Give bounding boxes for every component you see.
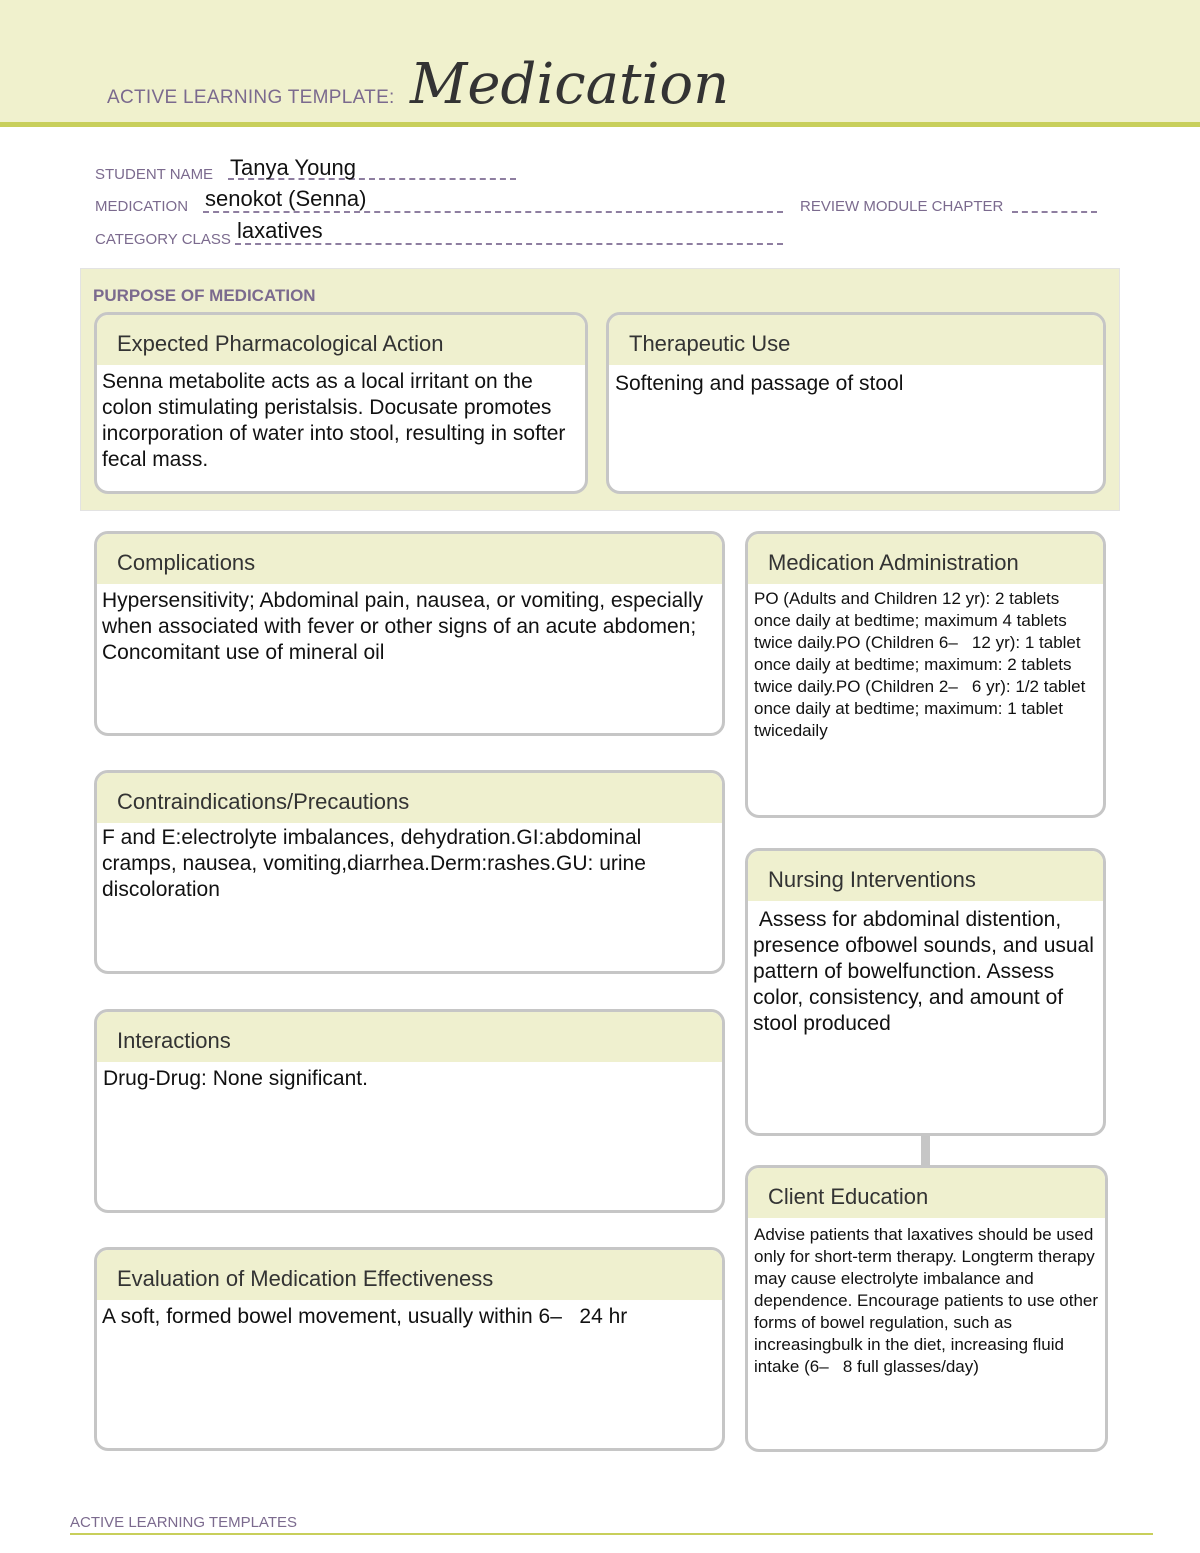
box-body[interactable]: F and E:electrolyte imbalances, dehydration.GI:abdominal cramps, nausea, vomiting,diarrhea.Derm:rashes.GU: urine discoloration: [102, 826, 652, 901]
box-body[interactable]: Advise patients that laxatives should be used only for short-term therapy. Longterm therapy may cause electrolyte imbalance and dependence. Encourage patients to use other forms of bowel regulation, such as increasingbulk in the diet, increasing fluid intake (6– 8 full glasses/day): [754, 1225, 1103, 1376]
box-body[interactable]: PO (Adults and Children 12 yr): 2 tablets once daily at bedtime; maximum 4 tablets twice daily.PO (Children 6– 12 yr): 1 tablet once daily at bedtime; maximum: 2 tablets twice daily.PO (Children 2– 6 yr): 1/2 tablet once daily at bedtime; maximum: 1 tablet twicedaily: [754, 589, 1091, 740]
client-education-box: [745, 1165, 1108, 1452]
box-body[interactable]: Hypersensitivity; Abdominal pain, nausea, or vomiting, especially when associated with fever or other signs of an acute abdomen; Concomitant use of mineral oil: [102, 589, 709, 664]
complications-box: [94, 531, 725, 736]
box-title: Interactions: [97, 1012, 722, 1062]
box-body[interactable]: Assess for abdominal distention, presence ofbowel sounds, and usual pattern of bowelfunction. Assess color, consistency, and amount of stool produced: [753, 908, 1100, 1035]
therapeutic-use-box: [606, 312, 1106, 494]
review-module-label: REVIEW MODULE CHAPTER: [800, 198, 1004, 215]
page-title: Medication: [410, 52, 730, 117]
contraindications-box: [94, 770, 725, 974]
box-title: Contraindications/Precautions: [97, 773, 722, 823]
box-body[interactable]: Senna metabolite acts as a local irritant on the colon stimulating peristalsis. Docusate promotes incorporation of water into stool, resulting in softer fecal mass.: [102, 370, 572, 471]
box-title: Therapeutic Use: [609, 315, 1103, 365]
box-title: Client Education: [748, 1168, 1105, 1218]
category-class-field[interactable]: laxatives: [237, 218, 323, 243]
header-rule: [0, 122, 1200, 127]
expected-action-box: [94, 312, 588, 494]
nursing-interventions-box: [745, 848, 1106, 1136]
interactions-box: [94, 1009, 725, 1213]
box-title: Complications: [97, 534, 722, 584]
box-title: Nursing Interventions: [748, 851, 1103, 901]
box-body[interactable]: Drug-Drug: None significant.: [103, 1067, 368, 1090]
box-body[interactable]: Softening and passage of stool: [615, 372, 904, 395]
review-module-field[interactable]: [1012, 211, 1097, 213]
administration-box: [745, 531, 1106, 818]
box-title: Evaluation of Medication Effectiveness: [97, 1250, 722, 1300]
footer-rule: [70, 1533, 1153, 1535]
box-title: Expected Pharmacological Action: [97, 315, 585, 365]
box-title: Medication Administration: [748, 534, 1103, 584]
evaluation-box: [94, 1247, 725, 1451]
student-name-label: STUDENT NAME: [95, 166, 214, 183]
box-body[interactable]: A soft, formed bowel movement, usually within 6– 24 hr: [102, 1305, 628, 1328]
student-name-field[interactable]: Tanya Young: [230, 155, 357, 180]
category-class-label: CATEGORY CLASS: [95, 231, 231, 248]
box-connector: [921, 1133, 930, 1168]
medication-label: MEDICATION: [95, 198, 189, 215]
template-label: ACTIVE LEARNING TEMPLATE:: [107, 87, 395, 108]
purpose-heading: PURPOSE OF MEDICATION: [93, 286, 316, 305]
medication-field[interactable]: senokot (Senna): [205, 186, 367, 211]
footer-text: ACTIVE LEARNING TEMPLATES: [70, 1514, 297, 1531]
